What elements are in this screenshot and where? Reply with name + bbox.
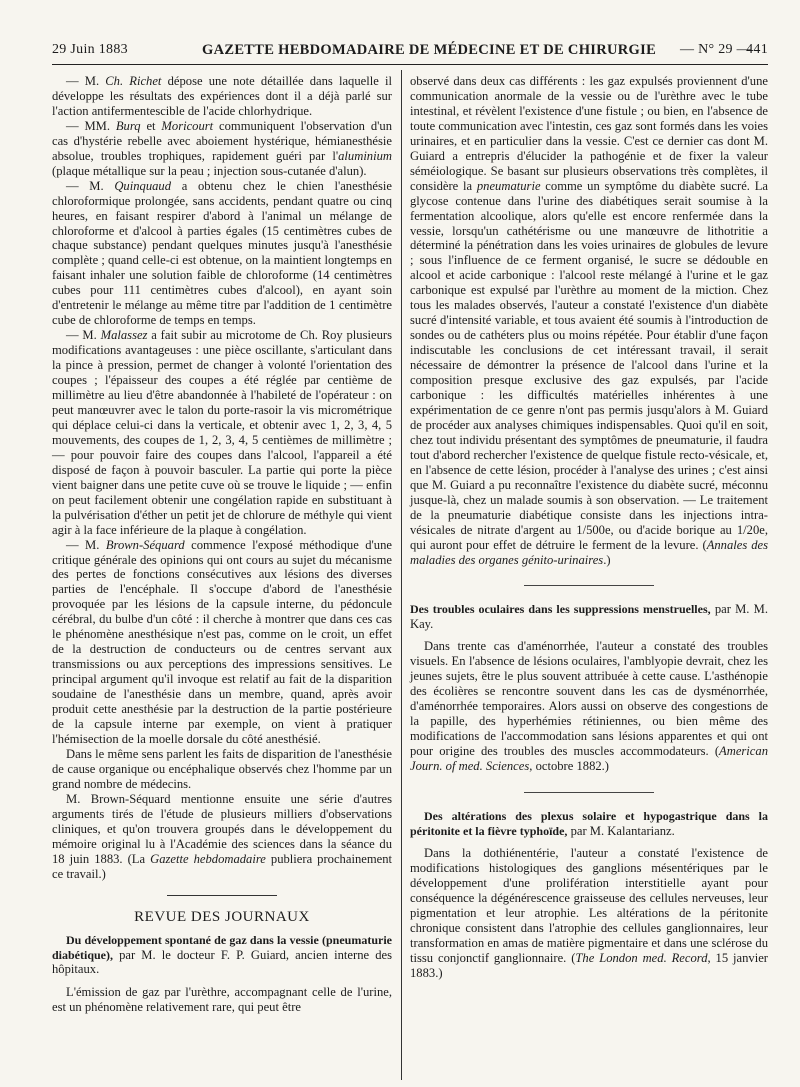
page-header [52, 40, 768, 62]
header-date: 29 Juin 1883 [52, 42, 128, 57]
burq-paragraph: — MM. Burq et Moricourt communiquent l'observation d'un cas d'hystérie rebelle avec aboiement hystérique, hémianesthésie absolue, troubles trophiques, rapidement guéri par l'aluminium (plaque métallique sur la peau ; injection sous-cutanée d'alun). [52, 118, 392, 178]
header-rule [52, 64, 768, 65]
column-divider [401, 70, 402, 1080]
article-heading-pneumaturie: Du développement spontané de gaz dans la vessie (pneumaturie diabétique), par M. le docteur F. P. Guiard, ancien interne des hôpitaux. [52, 933, 392, 977]
richet-paragraph: — M. Ch. Richet dépose une note détaillée dans laquelle il développe les résultats des expériences dont il a déjà parlé sur l'action antifermentescible de l'acide chlorhydrique. [52, 74, 392, 118]
section-heading: REVUE DES JOURNAUX [134, 909, 310, 926]
article-continuation-pneumaturie: observé dans deux cas différents : les gaz expulsés proviennent d'une communication anormale de la vessie ou de l'urèthre avec le tube intestinal, et révèlent l'existence d'une fistule ; ou bien, en l'absence de toute communication avec l'intestin, ces gaz sont formés dans les voies urinaires, et en particulier dans la vessie. C'est ce dernier cas dont M. Guiard a entrepris d'élucider la pathogénie et de fixer la valeur séméiologique. Se basant sur plusieurs observations très complètes, il considère la pneumaturie comme un symptôme du diabète sucré. La glycose contenue dans l'urine des diabétiques serait soumise à la fermentation alcoolique, alors qu'elle est encore renfermée dans la vessie, lorsqu'un cathétérisme ou une manœuvre de lithotritie a déterminé la pénétration dans les voies urinaires de globules de levure ; sous l'influence de ce ferment organisé, le sucre se dédouble en alcool et acide carbonique : l'alcool reste mélangé à l'urine et le gaz carbonique est expulsé par l'urèthre au moment de la miction. Chez tous les malades observés, l'auteur a constaté l'existence d'un diabète sucré d'intensité variable, et tous avaient été soumis à l'introduction de sondes ou de cathéters plus ou moins répétée. Pour établir d'une façon indiscutable les conclusions de cet intéressant travail, il serait nécessaire de démontrer la présence de l'alcool dans l'urine et la composition presque exclusive des gaz expulsés, par l'acide carbonique : les difficultés matérielles inhérentes à une expérimentation de ce genre n'ont pas permis jusqu'alors à M. Guiard de procéder aux analyses chimiques indispensables. Quoi qu'il en soit, chez tout individu présentant des symptômes de pneumaturie, il faudra tout d'abord rechercher l'existence de quelque fistule recto-vésicale, et, en l'absence de cette lésion, procéder à l'analyse des urines ; c'est ainsi que M. Guiard a pu reconnaître l'existence du diabète sucré, méconnu jusque-là, chez un malade soumis à son observation. — Le traitement de la pneumaturie diabétique consiste dans les injections intra-vésicales de nitrate d'argent au 1/500e, ou d'acide borique au 1/20e, qui auront pour effet de détruire le ferment de la levure. (Annales des maladies des organes génito-urinaires.) [410, 74, 768, 567]
article-paragraph-pneumaturie: L'émission de gaz par l'urèthre, accompagnant celle de l'urine, est un phénomène relativement rare, qui peut être [52, 984, 392, 1014]
section-divider [167, 895, 277, 896]
article-separator [524, 585, 654, 586]
page-number: 441 [746, 42, 768, 57]
article-heading-troubles-oculaires: Des troubles oculaires dans les suppressions menstruelles, par M. M. Kay. [410, 602, 768, 631]
article-paragraph-plexus: Dans la dothiénentérie, l'auteur a constaté l'existence de modifications histologiques des ganglions mésentériques par le développement d'une prolifération interstitielle ayant pour conséquence la dégénérescence graisseuse des cellules nerveuses, leur pigmentation et leur atrophie. Les altérations de la péritonite chronique consistent dans l'atrophie des cellules ganglionnaires, leur transformation en amas de matière pigmentaire et dans une sclérose du tissu conjonctif ganglionnaire. (The London med. Record, 15 janvier 1883.) [410, 846, 769, 980]
brown-sequard-paragraph: — M. Brown-Séquard commence l'exposé méthodique d'une critique générale des opinions qui ont cours au sujet du mécanisme des pertes de fonctions consécutives aux lésions des diverses parties de l'encéphale. Il s'occupe d'abord de l'anesthésie provoquée par les lésions de la capsule interne, du pédoncule cérébral, du bulbe d'un côté : il cherche à montrer que dans ces cas le phénomène anesthésique n'est pas, comme on le croit, un effet de la destruction de conducteurs ou de centres servant aux transmissions ou aux perceptions des impressions sensitives. Le principal argument qu'il invoque est relatif au fait de la disparition soudaine de l'anesthésie dans un membre, quand, après avoir produit cette anesthésie par la destruction de la partie postérieure de la capsule interne par exemple, on vient à pratiquer l'hémisection de la moelle dorsale du côté anesthésié. [52, 537, 392, 746]
right-column [410, 74, 768, 981]
brown-sequard-paragraph-3: M. Brown-Séquard mentionne ensuite une série d'autres arguments tirés de l'étude de plusieurs milliers d'observations cliniques, et qu'on trouvera groupés dans le développement du mémoire original lu à l'Académie des sciences dans la séance du 18 juin 1883. (La Gazette hebdomadaire publiera prochainement ce travail.) [52, 791, 393, 881]
journal-title: GAZETTE HEBDOMADAIRE DE MÉDECINE ET DE CHIRURGIE [202, 42, 657, 58]
brown-sequard-paragraph-2: Dans le même sens parlent les faits de disparition de l'anesthésie de cause organique ou encéphalique observés chez l'homme par un grand nombre de médecins. [52, 746, 392, 791]
issue-number: — N° 29 — [680, 42, 751, 57]
left-column [52, 74, 392, 1015]
quinquaud-paragraph: — M. Quinquaud a obtenu chez le chien l'anesthésie chloroformique prolongée, sans accidents, pendant quatre ou cinq heures, en faisant respirer d'abord à l'animal un mélange de chloroforme et d'alcool à parties égales (15 centimètres cubes de chaque substance) pendant quelques minutes jusqu'à l'anesthésie complète ; quand celle-ci est obtenue, on la maintient longtemps en faisant inhaler une solution faible de chloroforme (14 centimètres cubes pour 111 centimètres cubes d'alcool), en ayant soin d'entretenir le mélange au même titre par l'addition de 1 centimètre cube de chloroforme de temps en temps. [52, 178, 392, 328]
article-heading-plexus: Des altérations des plexus solaire et hypogastrique dans la péritonite et la fièvre typhoïde, par M. Kalantarianz. [410, 809, 768, 838]
article-paragraph-troubles-oculaires: Dans trente cas d'aménorrhée, l'auteur a constaté des troubles visuels. En l'absence de lésions oculaires, l'amblyopie devrait, chez les jeunes sujets, être le plus souvent attribuée à cette cause. L'asthénopie des écolières se rencontre souvent dans les cas de dysménorrhée, d'aménorrhée temporaires. Alors aussi on observe des congestions de la papille, des hyperhémies rétiniennes, ou bien même des modifications de l'accommodation sans lésions apparentes et qui ont pour origine des troubles des muscles accommodateurs. (American Journ. of med. Sciences, octobre 1882.) [410, 639, 768, 774]
article-separator-2 [524, 792, 654, 793]
malassez-paragraph: — M. Malassez a fait subir au microtome de Ch. Roy plusieurs modifications avantageuses : une pièce oscillante, s'articulant dans la pince à pression, permet de changer à volonté l'orientation des coupes ; l'épaisseur des coupes a été réglée par centième de millimètre au lieu d'être abandonnée à l'habileté de l'opérateur : on peut manœuvrer avec le talon du porte-rasoir la vis micrométrique qui déplace celui-ci dans la verticale, et obtenir avec 1, 2, 3, 4, 5 mouvements, des coupes de 1, 2, 3, 4, 5 centièmes de millimètre ; — pour pouvoir faire des coupes dans l'alcool, l'appareil a été disposé de façon à pouvoir basculer. La partie qui porte la pièce vient baigner dans une petite cuve où se trouve le liquide ; — enfin on peut facilement obtenir une congélation rapide en substituant à la pulvérisation d'éther un petit jet de chlorure de méthyle qui vient agir à la face inférieure de la plaque à congélation. [52, 328, 392, 537]
